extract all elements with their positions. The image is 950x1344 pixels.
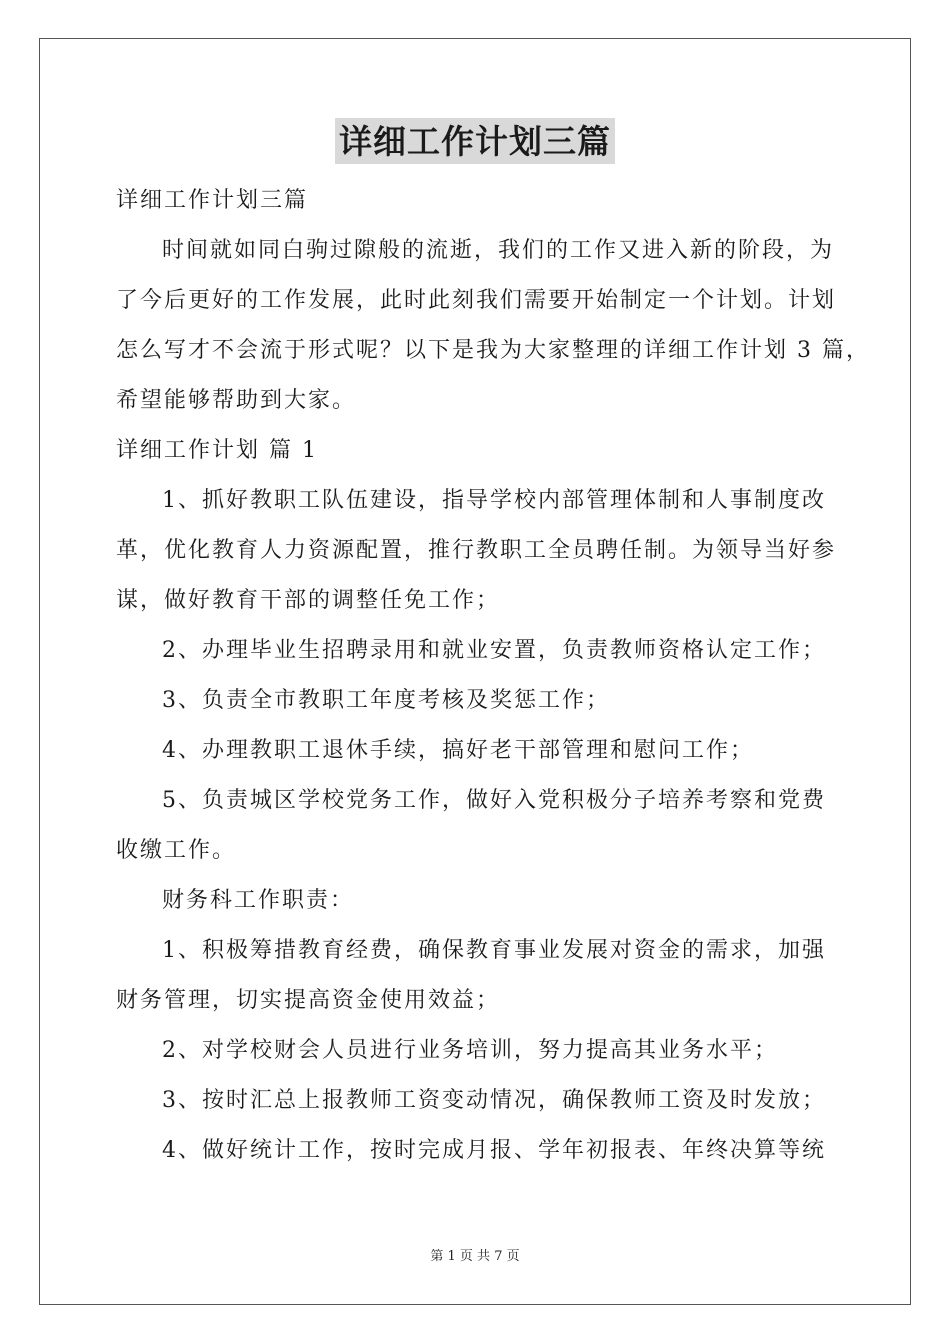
body-line: 4、办理教职工退休手续，搞好老干部管理和慰问工作； — [162, 738, 754, 763]
page-footer: 第 1 页 共 7 页 — [430, 1249, 520, 1264]
body-line: 革，优化教育人力资源配置，推行教职工全员聘任制。为领导当好参 — [116, 538, 837, 563]
document-title-container — [0, 118, 950, 164]
body-line: 怎么写才不会流于形式呢？以下是我为大家整理的详细工作计划 3 篇， — [116, 338, 870, 363]
body-line: 3、负责全市教职工年度考核及奖惩工作； — [162, 688, 610, 713]
document-body — [116, 176, 870, 1176]
body-line: 了今后更好的工作发展，此时此刻我们需要开始制定一个计划。计划 — [116, 288, 837, 313]
body-line: 收缴工作。 — [116, 838, 237, 863]
body-line: 3、按时汇总上报教师工资变动情况，确保教师工资及时发放； — [162, 1088, 826, 1113]
body-line: 详细工作计划三篇 — [116, 188, 309, 213]
body-line: 希望能够帮助到大家。 — [116, 388, 357, 413]
body-line: 5、负责城区学校党务工作，做好入党积极分子培养考察和党费 — [162, 788, 826, 813]
body-line: 财务科工作职责： — [162, 888, 355, 913]
body-line: 2、对学校财会人员进行业务培训，努力提高其业务水平； — [162, 1038, 778, 1063]
body-line: 时间就如同白驹过隙般的流逝，我们的工作又进入新的阶段，为 — [162, 238, 835, 263]
body-line: 1、抓好教职工队伍建设，指导学校内部管理体制和人事制度改 — [162, 488, 826, 513]
body-line: 谋，做好教育干部的调整任免工作； — [116, 588, 501, 613]
body-line: 4、做好统计工作，按时完成月报、学年初报表、年终决算等统 — [162, 1138, 826, 1163]
body-line: 详细工作计划 篇 1 — [116, 438, 318, 463]
body-line: 1、积极筹措教育经费，确保教育事业发展对资金的需求，加强 — [162, 938, 826, 963]
body-line: 财务管理，切实提高资金使用效益； — [116, 988, 501, 1013]
body-line: 2、办理毕业生招聘录用和就业安置，负责教师资格认定工作； — [162, 638, 826, 663]
document-title: 详细工作计划三篇 — [335, 118, 615, 164]
